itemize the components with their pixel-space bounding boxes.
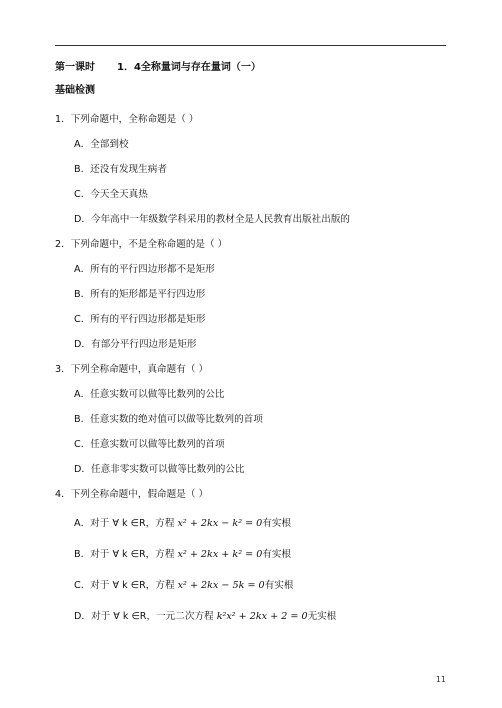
question-3-option-a: A．任意实数可以做等比数列的公比 — [74, 389, 225, 400]
option-tail: 有实根 — [262, 518, 292, 529]
question-2-option-c: C．所有的平行四边形都是矩形 — [74, 314, 206, 325]
question-1-option-b: B．还没有发现生病者 — [74, 164, 167, 175]
option-text: 方程 — [155, 518, 175, 529]
equation: x² + 2kx + k² = 0 — [177, 549, 263, 560]
question-4-option-d — [74, 611, 336, 623]
lesson-label: 第一课时 — [55, 62, 95, 73]
quantifier: ∀ k ∈R， — [113, 611, 157, 622]
equation: x² + 2kx − k² = 0 — [177, 518, 263, 529]
question-3-option-d: D．任意非零实数可以做等比数列的公比 — [74, 464, 245, 475]
option-text: 方程 — [155, 580, 175, 591]
question-4-option-b — [74, 549, 291, 561]
option-label: A．对于 — [74, 518, 110, 529]
page-number: 11 — [435, 675, 446, 684]
question-1-option-c: C．今天全天真热 — [74, 189, 148, 200]
question-1-option-d: D．今年高中一年级数学科采用的教材全是人民教育出版社出版的 — [74, 214, 351, 225]
question-3-stem: 3．下列全称命题中，真命题有（ ） — [55, 364, 209, 375]
lesson-title — [55, 62, 261, 74]
equation: k²x² + 2kx + 2 = 0 — [216, 611, 308, 622]
question-4-option-c — [74, 580, 293, 592]
question-1-option-a: A．全部到校 — [74, 139, 129, 150]
question-3-option-b: B．任意实数的绝对值可以做等比数列的首项 — [74, 414, 263, 425]
option-tail: 有实根 — [264, 580, 294, 591]
question-1-stem: 1．下列命题中，全称命题是（ ） — [55, 114, 199, 125]
quantifier: ∀ k ∈R， — [112, 518, 156, 529]
option-tail: 无实根 — [307, 611, 337, 622]
option-label: C．对于 — [74, 580, 110, 591]
option-text: 一元二次方程 — [156, 611, 214, 622]
section-heading: 基础检测 — [55, 85, 95, 96]
question-2-option-a: A．所有的平行四边形都不是矩形 — [74, 264, 215, 275]
header-rule — [55, 45, 446, 46]
option-label: D．对于 — [74, 611, 111, 622]
question-4-option-a — [74, 518, 291, 530]
question-3-option-c: C．任意实数可以做等比数列的首项 — [74, 439, 225, 450]
option-label: B．对于 — [74, 549, 110, 560]
question-4-stem: 4．下列全称命题中，假命题是（ ） — [55, 489, 209, 500]
question-2-option-b: B．所有的矩形都是平行四边形 — [74, 289, 206, 300]
option-tail: 有实根 — [262, 549, 292, 560]
quantifier: ∀ k ∈R， — [112, 549, 156, 560]
lesson-heading: 1．4全称量词与存在量词（一） — [117, 62, 261, 73]
question-2-option-d: D．有部分平行四边形是矩形 — [74, 339, 197, 350]
equation: x² + 2kx − 5k = 0 — [177, 580, 265, 591]
option-text: 方程 — [155, 549, 175, 560]
question-2-stem: 2．下列命题中，不是全称命题的是（ ） — [55, 239, 228, 250]
quantifier: ∀ k ∈R， — [112, 580, 156, 591]
